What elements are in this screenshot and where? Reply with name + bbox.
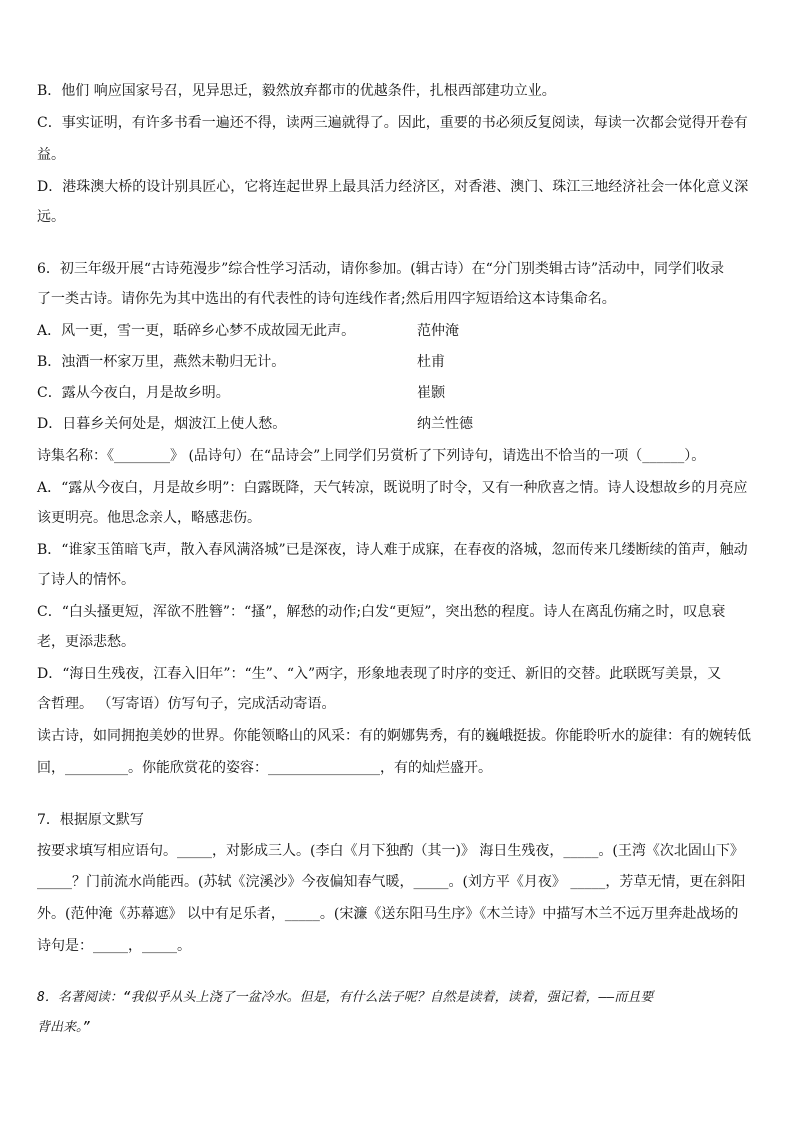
q6-intro-line1: 6．初三年级开展“古诗苑漫步”综合性学习活动，请你参加。(辑古诗）在“分门别类辑古诗”活动中，同学们收录 — [37, 261, 724, 277]
q8-line2: 背出来。” — [37, 1020, 91, 1035]
q7-line1: 按要求填写相应语句。_____，对影成三人。(李白《月下独酌（其一)》 海日生残夜，_____。(王湾《次北固山下》 — [37, 843, 744, 859]
q6-intro-line2: 了一类古诗。请你先为其中选出的有代表性的诗句连线作者;然后用四字短语给这本诗集命名。 — [37, 291, 616, 307]
q6-poem-line-a: A．风一更，雪一更，聒碎乡心梦不成故园无此声。 — [37, 323, 356, 339]
q6-answer-d-line2: 含哲理。 （写寄语）仿写句子，完成活动寄语。 — [37, 696, 336, 712]
q6-answer-d-line1: D．“海日生残夜，江春入旧年”：“生”、“入”两字，形象地表现了时序的变迁、新旧的交替。此联既写美景，又 — [37, 666, 722, 682]
q5-option-d-line1: D．港珠澳大桥的设计别具匠心，它将连起世界上最具活力经济区，对香港、澳门、珠江三地经济社会一体化意义深 — [37, 179, 749, 195]
q5-option-b: B．他们 响应国家号召，见异思迁，毅然放弃都市的优越条件，扎根西部建功立业。 — [37, 83, 556, 99]
q7-line3: 外。(范仲淹《苏幕遮》 以中有足乐者，_____。(宋濂《送东阳马生序》《木兰诗》中描写木兰不远万里奔赴战场的 — [37, 906, 739, 922]
q6-author-a: 范仲淹 — [417, 323, 459, 339]
q6-poem-line-b: B．浊酒一杯家万里，燕然未勒归无计。 — [37, 354, 286, 370]
q6-answer-a-line1: A．“露从今夜白，月是故乡明”：白露既降，天气转凉，既说明了时令，又有一种欣喜之情。诗人设想故乡的月亮应 — [37, 480, 748, 496]
q5-option-c-line2: 益。 — [37, 147, 65, 163]
q6-answer-a-line2: 该更明亮。他思念亲人，略感悲伤。 — [37, 510, 261, 526]
q6-answer-b-line2: 了诗人的情怀。 — [37, 572, 135, 588]
q6-answer-b-line1: B．“谁家玉笛暗飞声，散入春风满洛城”已是深夜，诗人难于成寐，在春夜的洛城，忽而传来几缕断续的笛声，触动 — [37, 542, 748, 558]
q7-line4: 诗句是：_____，_____。 — [37, 938, 191, 954]
q7-heading: 7．根据原文默写 — [37, 812, 144, 828]
q6-author-d: 纳兰性德 — [417, 416, 473, 432]
q6-poem-line-c: C．露从今夜白，月是故乡明。 — [37, 385, 230, 401]
q6-collection-title-line: 诗集名称：《________》 (品诗句）在“品诗会”上同学们另赏析了下列诗句，请选出不恰当的一项（______）。 — [37, 448, 706, 464]
q6-author-c: 崔颢 — [417, 385, 445, 401]
q6-answer-c-line1: C．“白头搔更短，浑欲不胜簪”：“搔”，解愁的动作;白发“更短”，突出愁的程度。诗人在离乱伤痛之时，叹息衰 — [37, 604, 726, 620]
q6-message-line2: 回，_________。你能欣赏花的姿容：________________，有的灿烂盛开。 — [37, 760, 492, 776]
q7-line2: _____？门前流水尚能西。(苏轼《浣溪沙》今夜偏知春气暖，_____。(刘方平《月夜》 _____，芳草无情，更在斜阳 — [37, 874, 746, 890]
q6-poem-line-d: D．日暮乡关何处是，烟波江上使人愁。 — [37, 416, 287, 432]
q6-author-b: 杜甫 — [417, 354, 445, 370]
q6-answer-c-line2: 老，更添悲愁。 — [37, 634, 135, 650]
q8-line1: 8．名著阅读：“我似乎从头上浇了一盆冷水。但是，有什么法子呢？自然是读着，读着，强记着，——而且要 — [37, 990, 654, 1005]
q5-option-c-line1: C．事实证明，有许多书看一遍还不得，读两三遍就得了。因此，重要的书必须反复阅读，每读一次都会觉得开卷有 — [37, 115, 748, 131]
q6-message-line1: 读古诗，如同拥抱美妙的世界。你能领略山的风采：有的婀娜隽秀，有的巍峨挺拔。你能聆听水的旋律：有的婉转低 — [37, 728, 751, 744]
q5-option-d-line2: 远。 — [37, 209, 65, 225]
